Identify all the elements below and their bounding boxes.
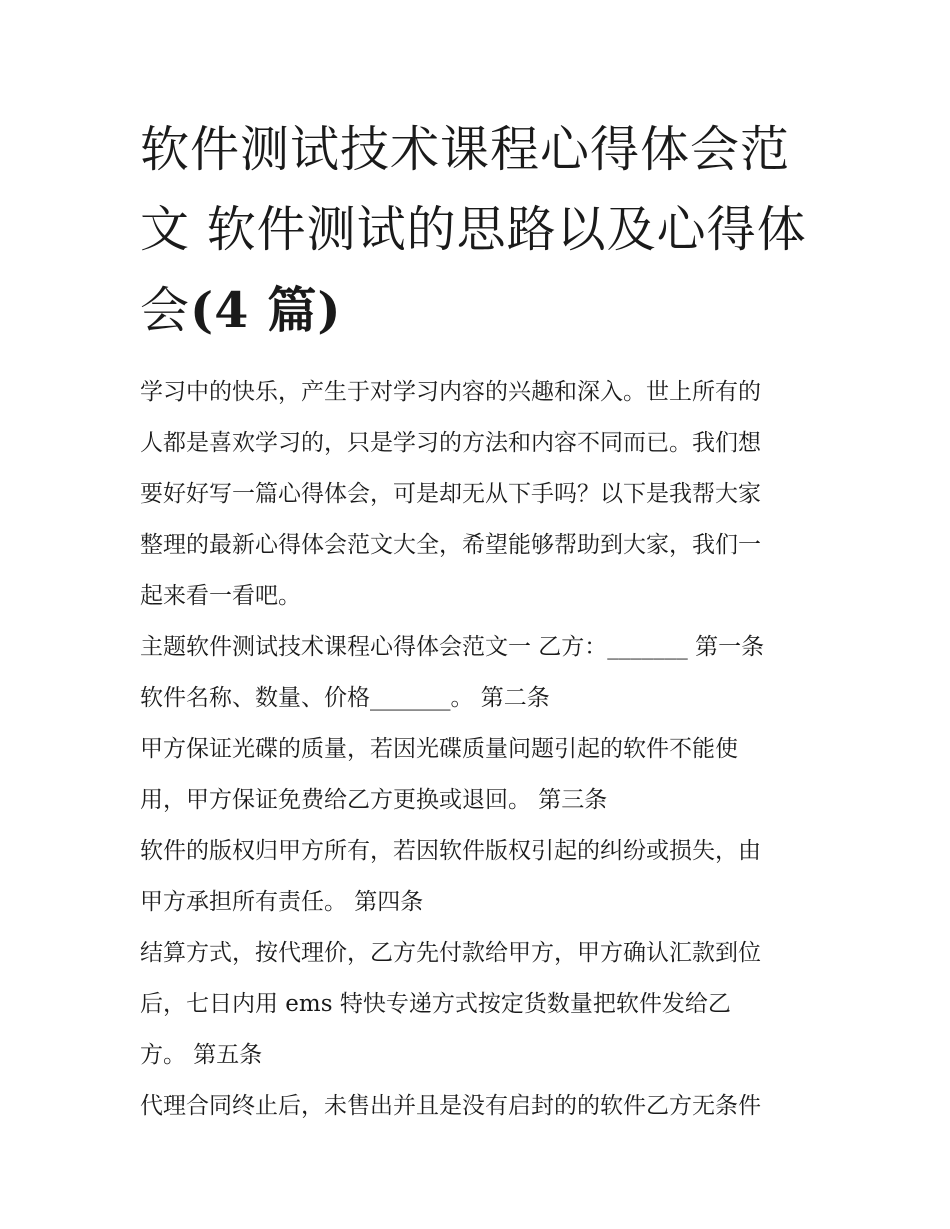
document-body: [140, 367, 820, 1132]
title-line-3-count: (4 篇): [190, 281, 342, 339]
body-line: 甲方保证光碟的质量，若因光碟质量问题引起的软件不能使: [140, 736, 738, 762]
body-line: 软件名称、数量、价格_______。 第二条: [140, 685, 550, 711]
body-line: 主题软件测试技术课程心得体会范文一 乙方：_______ 第一条: [140, 634, 765, 660]
body-line: 结算方式，按代理价，乙方先付款给甲方，甲方确认汇款到位: [140, 940, 761, 966]
body-line: 方。 第五条: [140, 1042, 263, 1068]
body-line: 用，甲方保证免费给乙方更换或退回。 第三条: [140, 787, 608, 813]
body-line: 整理的最新心得体会范文大全，希望能够帮助到大家，我们一: [140, 532, 761, 558]
body-line: 甲方承担所有责任。 第四条: [140, 889, 424, 915]
body-line: 人都是喜欢学习的，只是学习的方法和内容不同而已。我们想: [140, 430, 761, 456]
body-line: 学习中的快乐，产生于对学习内容的兴趣和深入。世上所有的: [140, 379, 761, 405]
title-line-2: 文 软件测试的思路以及心得体: [140, 201, 807, 258]
body-line: 要好好写一篇心得体会，可是却无从下手吗？以下是我帮大家: [140, 481, 761, 507]
body-line: 代理合同终止后，未售出并且是没有启封的的软件乙方无条件: [140, 1093, 761, 1119]
title-line-1: 软件测试技术课程心得体会范: [140, 121, 791, 178]
body-line: 起来看一看吧。: [140, 583, 301, 609]
body-line: 软件的版权归甲方所有，若因软件版权引起的纠纷或损失，由: [140, 838, 761, 864]
body-line: 后，七日内用 ems 特快专递方式按定货数量把软件发给乙: [140, 991, 731, 1017]
title-line-3-prefix: 会: [140, 282, 191, 339]
document-page: [140, 110, 820, 1132]
document-title: [140, 110, 820, 351]
